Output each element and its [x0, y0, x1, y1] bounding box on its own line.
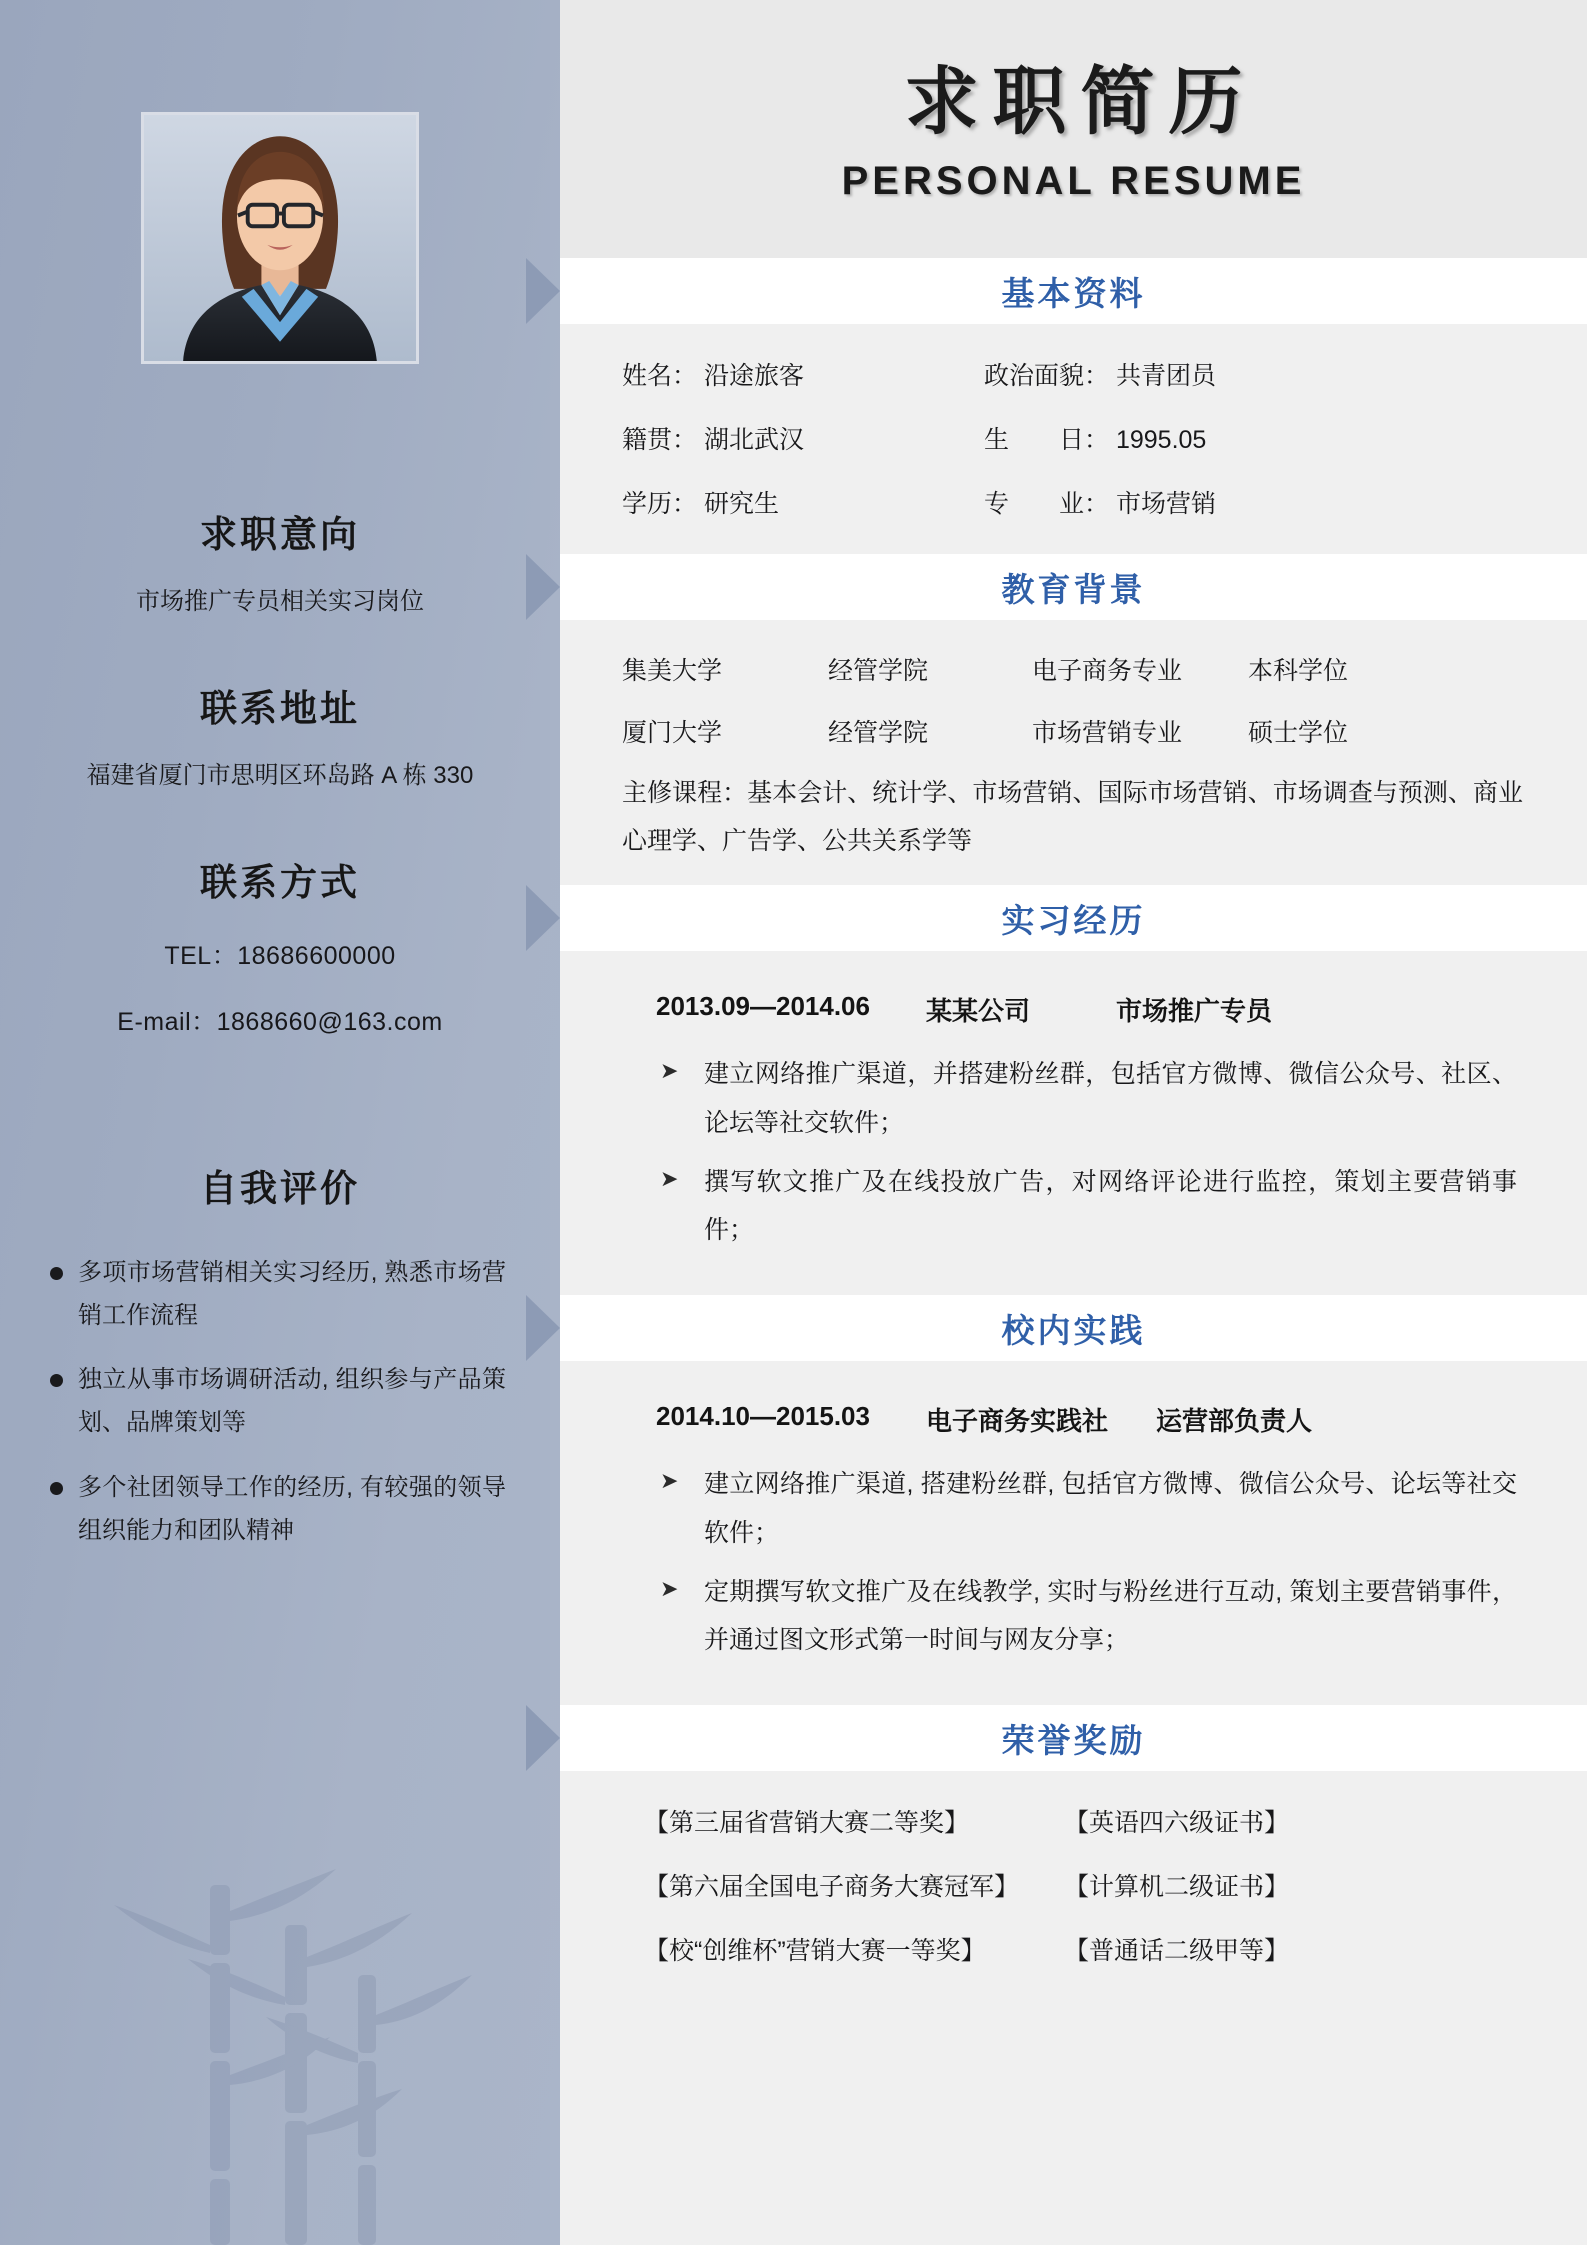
section-title: 实习经历: [1001, 901, 1146, 939]
experience-org: 电子商务实践社: [926, 1406, 1109, 1436]
portrait-photo-icon: [144, 115, 416, 361]
arrow-icon: [526, 885, 560, 951]
contact-title: 联系方式: [200, 862, 360, 903]
contact-block: [0, 936, 560, 1038]
honor-left: 【校“创维杯”营销大赛一等奖】: [644, 1937, 986, 1965]
experience-org: 某某公司: [926, 996, 1031, 1026]
list-item: 多个社团领导工作的经历, 有较强的领导组织能力和团队精神: [46, 1467, 506, 1552]
info-value: 研究生: [703, 490, 779, 518]
info-label: 学历：: [622, 490, 698, 518]
edu-college: 经管学院: [828, 657, 929, 685]
info-label: 生 日：: [984, 426, 1110, 454]
edu-degree: 硕士学位: [1248, 719, 1349, 747]
arrow-icon: [526, 258, 560, 324]
section-body-education: [560, 620, 1587, 885]
list-item: ➤ 撰写软文推广及在线投放广告，对网络评论进行监控，策划主要营销事件；: [656, 1158, 1517, 1256]
main-content: [560, 0, 1587, 2245]
email-text: E-mail：1868660@163.com: [117, 1008, 443, 1036]
info-cell-right: [920, 484, 1587, 520]
info-value: 沿途旅客: [703, 362, 804, 390]
info-label: 姓名：: [622, 362, 698, 390]
table-row: [560, 1789, 1587, 1853]
list-item: 多项市场营销相关实习经历, 熟悉市场营销工作流程: [46, 1252, 506, 1337]
info-label: 政治面貌：: [984, 362, 1110, 390]
experience-heading: [560, 969, 1587, 1044]
experience-role: 运营部负责人: [1156, 1406, 1313, 1436]
experience-role: 市场推广专员: [1116, 996, 1273, 1026]
table-row: [560, 406, 1587, 470]
table-row: [560, 1917, 1587, 1981]
table-row: [560, 470, 1587, 534]
edu-courses: 主修课程：基本会计、统计学、市场营销、国际市场营销、市场调查与预测、商业心理学、广告学、公共关系学等: [622, 779, 1523, 855]
arrow-icon: [526, 554, 560, 620]
list-item: ➤ 建立网络推广渠道, 搭建粉丝群, 包括官方微博、微信公众号、论坛等社交软件；: [656, 1460, 1517, 1558]
edu-school: 厦门大学: [622, 719, 723, 747]
avatar: [141, 112, 419, 364]
info-label: 籍贯：: [622, 426, 698, 454]
info-value: 市场营销: [1115, 490, 1216, 518]
edu-degree: 本科学位: [1248, 657, 1349, 685]
table-row: [560, 342, 1587, 406]
section-header-honors: [560, 1705, 1587, 1771]
honor-right: 【计算机二级证书】: [1064, 1873, 1290, 1901]
info-cell-left: [560, 356, 920, 392]
address-title: 联系地址: [200, 688, 360, 729]
info-value: 湖北武汉: [703, 426, 804, 454]
title-chinese: 求职简历: [904, 59, 1257, 143]
info-cell-left: [560, 484, 920, 520]
info-value: 共青团员: [1115, 362, 1216, 390]
edu-school: 集美大学: [622, 657, 723, 685]
arrow-icon: [526, 1295, 560, 1361]
table-row: [560, 700, 1587, 762]
table-row: [560, 638, 1587, 700]
section-body-honors: [560, 1771, 1587, 2001]
section-header-internship: [560, 885, 1587, 951]
section-body-campus: [560, 1361, 1587, 1705]
objective-text: 市场推广专员相关实习岗位: [136, 588, 424, 615]
title-english: PERSONAL RESUME: [841, 158, 1306, 203]
sidebar: [0, 0, 560, 2245]
section-body-basic: [560, 324, 1587, 554]
section-header-basic: [560, 258, 1587, 324]
section-header-education: [560, 554, 1587, 620]
list-item: ➤ 建立网络推广渠道，并搭建粉丝群，包括官方微博、微信公众号、社区、论坛等社交软件；: [656, 1050, 1517, 1148]
arrow-icon: [526, 1705, 560, 1771]
info-label: 专 业：: [984, 490, 1110, 518]
section-title: 基本资料: [1001, 274, 1146, 312]
section-header-campus: [560, 1295, 1587, 1361]
info-cell-left: [560, 420, 920, 456]
experience-bullets: [560, 1454, 1587, 1685]
section-title: 校内实践: [1001, 1311, 1146, 1349]
page-title: [560, 0, 1587, 258]
experience-heading: [560, 1379, 1587, 1454]
phone-text: TEL：18686600000: [164, 942, 396, 970]
honor-left: 【第三届省营销大赛二等奖】: [644, 1809, 970, 1837]
experience-bullets: [560, 1044, 1587, 1275]
experience-date: 2013.09—2014.06: [656, 991, 870, 1021]
section-body-internship: [560, 951, 1587, 1295]
honor-right: 【普通话二级甲等】: [1064, 1937, 1290, 1965]
edu-major: 电子商务专业: [1032, 657, 1183, 685]
info-cell-right: [920, 420, 1587, 456]
info-cell-right: [920, 356, 1587, 392]
edu-college: 经管学院: [828, 719, 929, 747]
address-text: 福建省厦门市思明区环岛路 A 栋 330: [86, 762, 474, 789]
info-value: 1995.05: [1115, 426, 1207, 454]
edu-major: 市场营销专业: [1032, 719, 1183, 747]
honor-left: 【第六届全国电子商务大赛冠军】: [644, 1873, 1020, 1901]
bamboo-decoration-icon: [100, 1825, 520, 2245]
evaluation-list: [46, 1252, 506, 1552]
list-item: 独立从事市场调研活动, 组织参与产品策划、品牌策划等: [46, 1359, 506, 1444]
objective-title: 求职意向: [200, 514, 360, 555]
section-title: 教育背景: [1001, 570, 1146, 608]
list-item: ➤ 定期撰写软文推广及在线教学, 实时与粉丝进行互动, 策划主要营销事件，并通过图文形式第一时间与网友分享；: [656, 1568, 1517, 1666]
table-row: [560, 1853, 1587, 1917]
honor-right: 【英语四六级证书】: [1064, 1809, 1290, 1837]
evaluation-title: 自我评价: [200, 1168, 360, 1209]
experience-date: 2014.10—2015.03: [656, 1401, 870, 1431]
section-title: 荣誉奖励: [1001, 1721, 1146, 1759]
